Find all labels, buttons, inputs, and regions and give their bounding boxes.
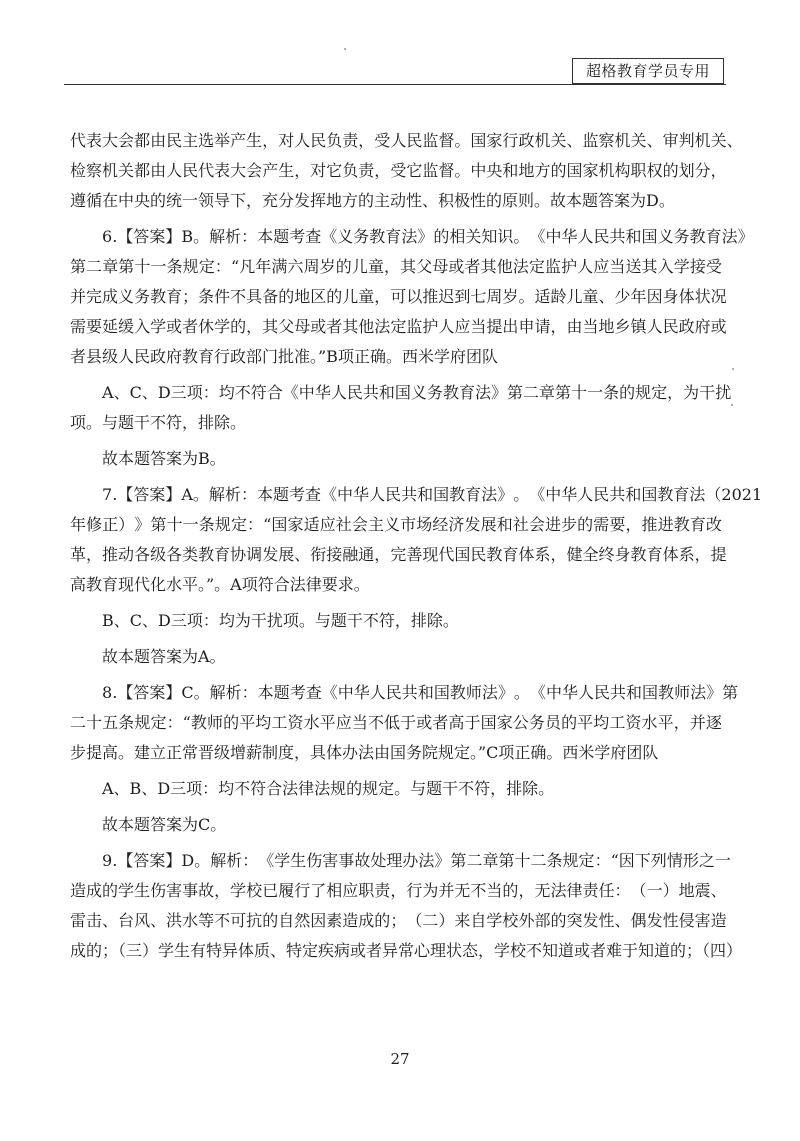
paragraph (70, 222, 754, 372)
text-line: 检 察 机 关 都 由 人 民 代 表 大 会 产 生 ， 对 它 负 责 ， 受 它 监 督 。 中 央 和 地 方 的 国 家 机 构 职 权 的 划 分 ， (70, 161, 727, 180)
paragraph (70, 846, 743, 966)
scan-speck (344, 48, 346, 50)
text-line: A、B、D三项：均不符合法律法规的规定。与题干不符，排除。 (102, 779, 555, 798)
text-line: 第 二 章 第 十 一 条 规 定 ： “ 凡 年 满 六 周 岁 的 儿 童 ， 其 父 母 或 者 其 他 法 定 监 护 人 应 当 送 其 入 学 接 受 (70, 257, 722, 276)
text-line: 需 要 延 缓 入 学 或 者 休 学 的 ， 其 父 母 或 者 其 他 法 定 监 护 人 应 当 提 出 申 请 ， 由 当 地 乡 镇 人 民 政 府 或 (70, 317, 727, 336)
scan-speck (732, 368, 734, 370)
text-line: 年 修 正 ） 》 第 十 一 条 规 定 ： “ 国 家 适 应 社 会 主 义 市 场 经 济 发 展 和 社 会 进 步 的 需 要 ， 推 进 教 育 改 (70, 515, 722, 534)
paragraph (70, 378, 732, 438)
text-line: 者县级人民政府教育行政部门批准。”B项正确。西米学府团队 (70, 347, 498, 366)
text-line: 故本题答案为C。 (102, 815, 227, 834)
paragraph (70, 126, 743, 216)
text-line: 8 . 【 答 案 】 C 。 解 析 ： 本 题 考 查 《 中 华 人 民 共 和 国 教 师 法 》 。 《 中 华 人 民 共 和 国 教 师 法 》 第 (102, 683, 739, 702)
text-line: 遵循在中央的统一领导下，充分发挥地方的主动性、积极性的原则。故本题答案为D。 (70, 191, 675, 210)
paragraph (70, 606, 722, 636)
text-line: 造 成 的 学 生 伤 害 事 故 ， 学 校 已 履 行 了 相 应 职 责 ， 行 为 并 无 不 当 的 ， 无 法 律 责 任 ： （ 一 ） 地 震 、 (70, 881, 727, 900)
text-line: 并 完 成 义 务 教 育 ； 条 件 不 具 备 的 地 区 的 儿 童 ， 可 以 推 迟 到 七 周 岁 。 适 龄 儿 童 、 少 年 因 身 体 状 况 (70, 287, 727, 306)
header-rule (64, 84, 726, 85)
paragraph (70, 810, 722, 840)
paragraph (70, 642, 722, 672)
text-line: 革 ， 推 动 各 级 各 类 教 育 协 调 发 展 、 衔 接 融 通 ， 完 善 现 代 国 民 教 育 体 系 ， 健 全 终 身 教 育 体 系 ， 提 (70, 545, 727, 564)
text-line: 故本题答案为B。 (102, 449, 226, 468)
text-line: 二 十 五 条 规 定 ： “ 教 师 的 平 均 工 资 水 平 应 当 不 低 于 或 者 高 于 国 家 公 务 员 的 平 均 工 资 水 平 ， 并 逐 (70, 713, 722, 732)
text-line: 雷 击 、 台 风 、 洪 水 等 不 可 抗 的 自 然 因 素 造 成 的 ； （ 二 ） 来 自 学 校 外 部 的 突 发 性 、 偶 发 性 侵 害 造 (70, 911, 727, 930)
document-body (70, 126, 763, 966)
text-line: 步提高。建立正常晋级增薪制度，具体办法由国务院规定。”C项正确。西米学府团队 (70, 743, 659, 762)
text-line: 9 . 【 答 案 】 D 。 解 析 ： 《 学 生 伤 害 事 故 处 理 办 法 》 第 二 章 第 十 二 条 规 定 ： “ 因 下 列 情 形 之 一 (102, 851, 731, 870)
text-line: 项。与题干不符，排除。 (70, 413, 247, 432)
paragraph (70, 444, 722, 474)
text-line: 高教育现代化水平。”。A项符合法律要求。 (70, 575, 370, 594)
text-line: B、C、D三项：均为干扰项。与题干不符，排除。 (102, 611, 459, 630)
text-line: 代 表 大 会 都 由 民 主 选 举 产 生 ， 对 人 民 负 责 ， 受 人 民 监 督 。 国 家 行 政 机 关 、 监 察 机 关 、 审 判 机 关 、 (70, 131, 743, 150)
text-line: 6 . 【 答 案 】 B 。 解 析 ： 本 题 考 查 《 义 务 教 育 法 》 的 相 关 知 识 。 《 中 华 人 民 共 和 国 义 务 教 育 法 》 (102, 227, 754, 246)
text-line: A 、 C 、 D 三 项 ： 均 不 符 合 《 中 华 人 民 共 和 国 义 务 教 育 法 》 第 二 章 第 十 一 条 的 规 定 ， 为 干 扰 (102, 383, 732, 402)
text-line: 7 . 【 答 案 】 A 。 解 析 ： 本 题 考 查 《 中 华 人 民 共 和 国 教 育 法 》 。 《 中 华 人 民 共 和 国 教 育 法 （ 2 0 2 1 (102, 485, 763, 504)
header-label-box (572, 58, 724, 84)
paragraph (70, 480, 763, 600)
text-line: 故本题答案为A。 (102, 647, 226, 666)
scan-speck (731, 404, 733, 406)
paragraph (70, 774, 722, 804)
text-line: 成的；（三）学生有特异体质、特定疾病或者异常心理状态，学校不知道或者难于知道的；（四） (70, 941, 743, 960)
page-number: 27 (390, 1050, 410, 1068)
paragraph (70, 678, 739, 768)
header-label: 超格教育学员专用 (585, 62, 710, 80)
